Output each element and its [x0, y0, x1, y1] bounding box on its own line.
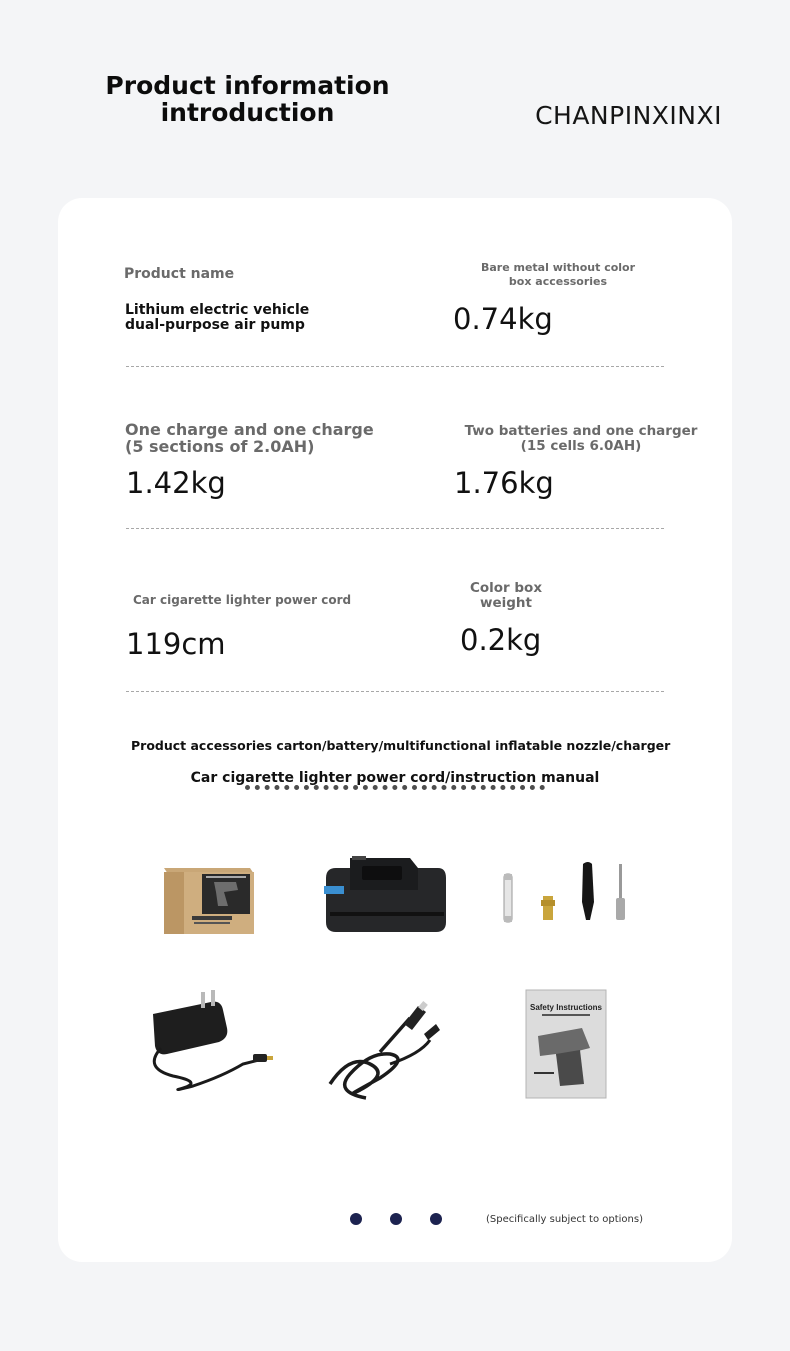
one-charge-value: 1.42kg [126, 466, 226, 500]
accessories-line-2: Car cigarette lighter power cord/instruction manual [190, 770, 600, 786]
page-dot[interactable] [430, 1213, 442, 1225]
product-info-card [58, 198, 732, 1262]
page-subtitle: CHANPINXINXI [535, 101, 722, 130]
bare-metal-value: 0.74kg [453, 302, 553, 336]
footnote: (Specifically subject to options) [486, 1214, 643, 1225]
obscured-text [58, 780, 732, 792]
page-title: Product information introduction [105, 71, 390, 127]
color-box-value: 0.2kg [460, 623, 542, 657]
two-batteries-label: Two batteries and one charger (15 cells 6.0AH) [464, 423, 698, 454]
pagination-dots [350, 1213, 442, 1225]
page-dot[interactable] [390, 1213, 402, 1225]
inflatable-nozzles-image [496, 860, 636, 930]
carton-box-image [158, 864, 258, 938]
charger-image [143, 988, 273, 1098]
instruction-manual-image [524, 988, 608, 1100]
divider [126, 528, 664, 529]
accessories-line-1: Product accessories carton/battery/multifunctional inflatable nozzle/charger [131, 738, 671, 753]
bare-metal-label: Bare metal without color box accessories [480, 261, 636, 288]
battery-pack-image [322, 852, 452, 938]
car-power-cord-image [320, 994, 450, 1106]
color-box-label: Color box weight [469, 580, 543, 611]
power-cord-value: 119cm [126, 627, 226, 661]
manual-title: Safety Instructions [529, 1003, 603, 1012]
product-name-label: Product name [124, 266, 235, 282]
power-cord-label: Car cigarette lighter power cord [133, 593, 352, 607]
one-charge-label: One charge and one charge (5 sections of 2.0AH) [125, 420, 374, 456]
page-dot[interactable] [350, 1213, 362, 1225]
product-name-value: Lithium electric vehicle dual-purpose air pump [125, 302, 310, 333]
divider [126, 691, 664, 692]
divider [126, 366, 664, 367]
two-batteries-value: 1.76kg [454, 466, 554, 500]
